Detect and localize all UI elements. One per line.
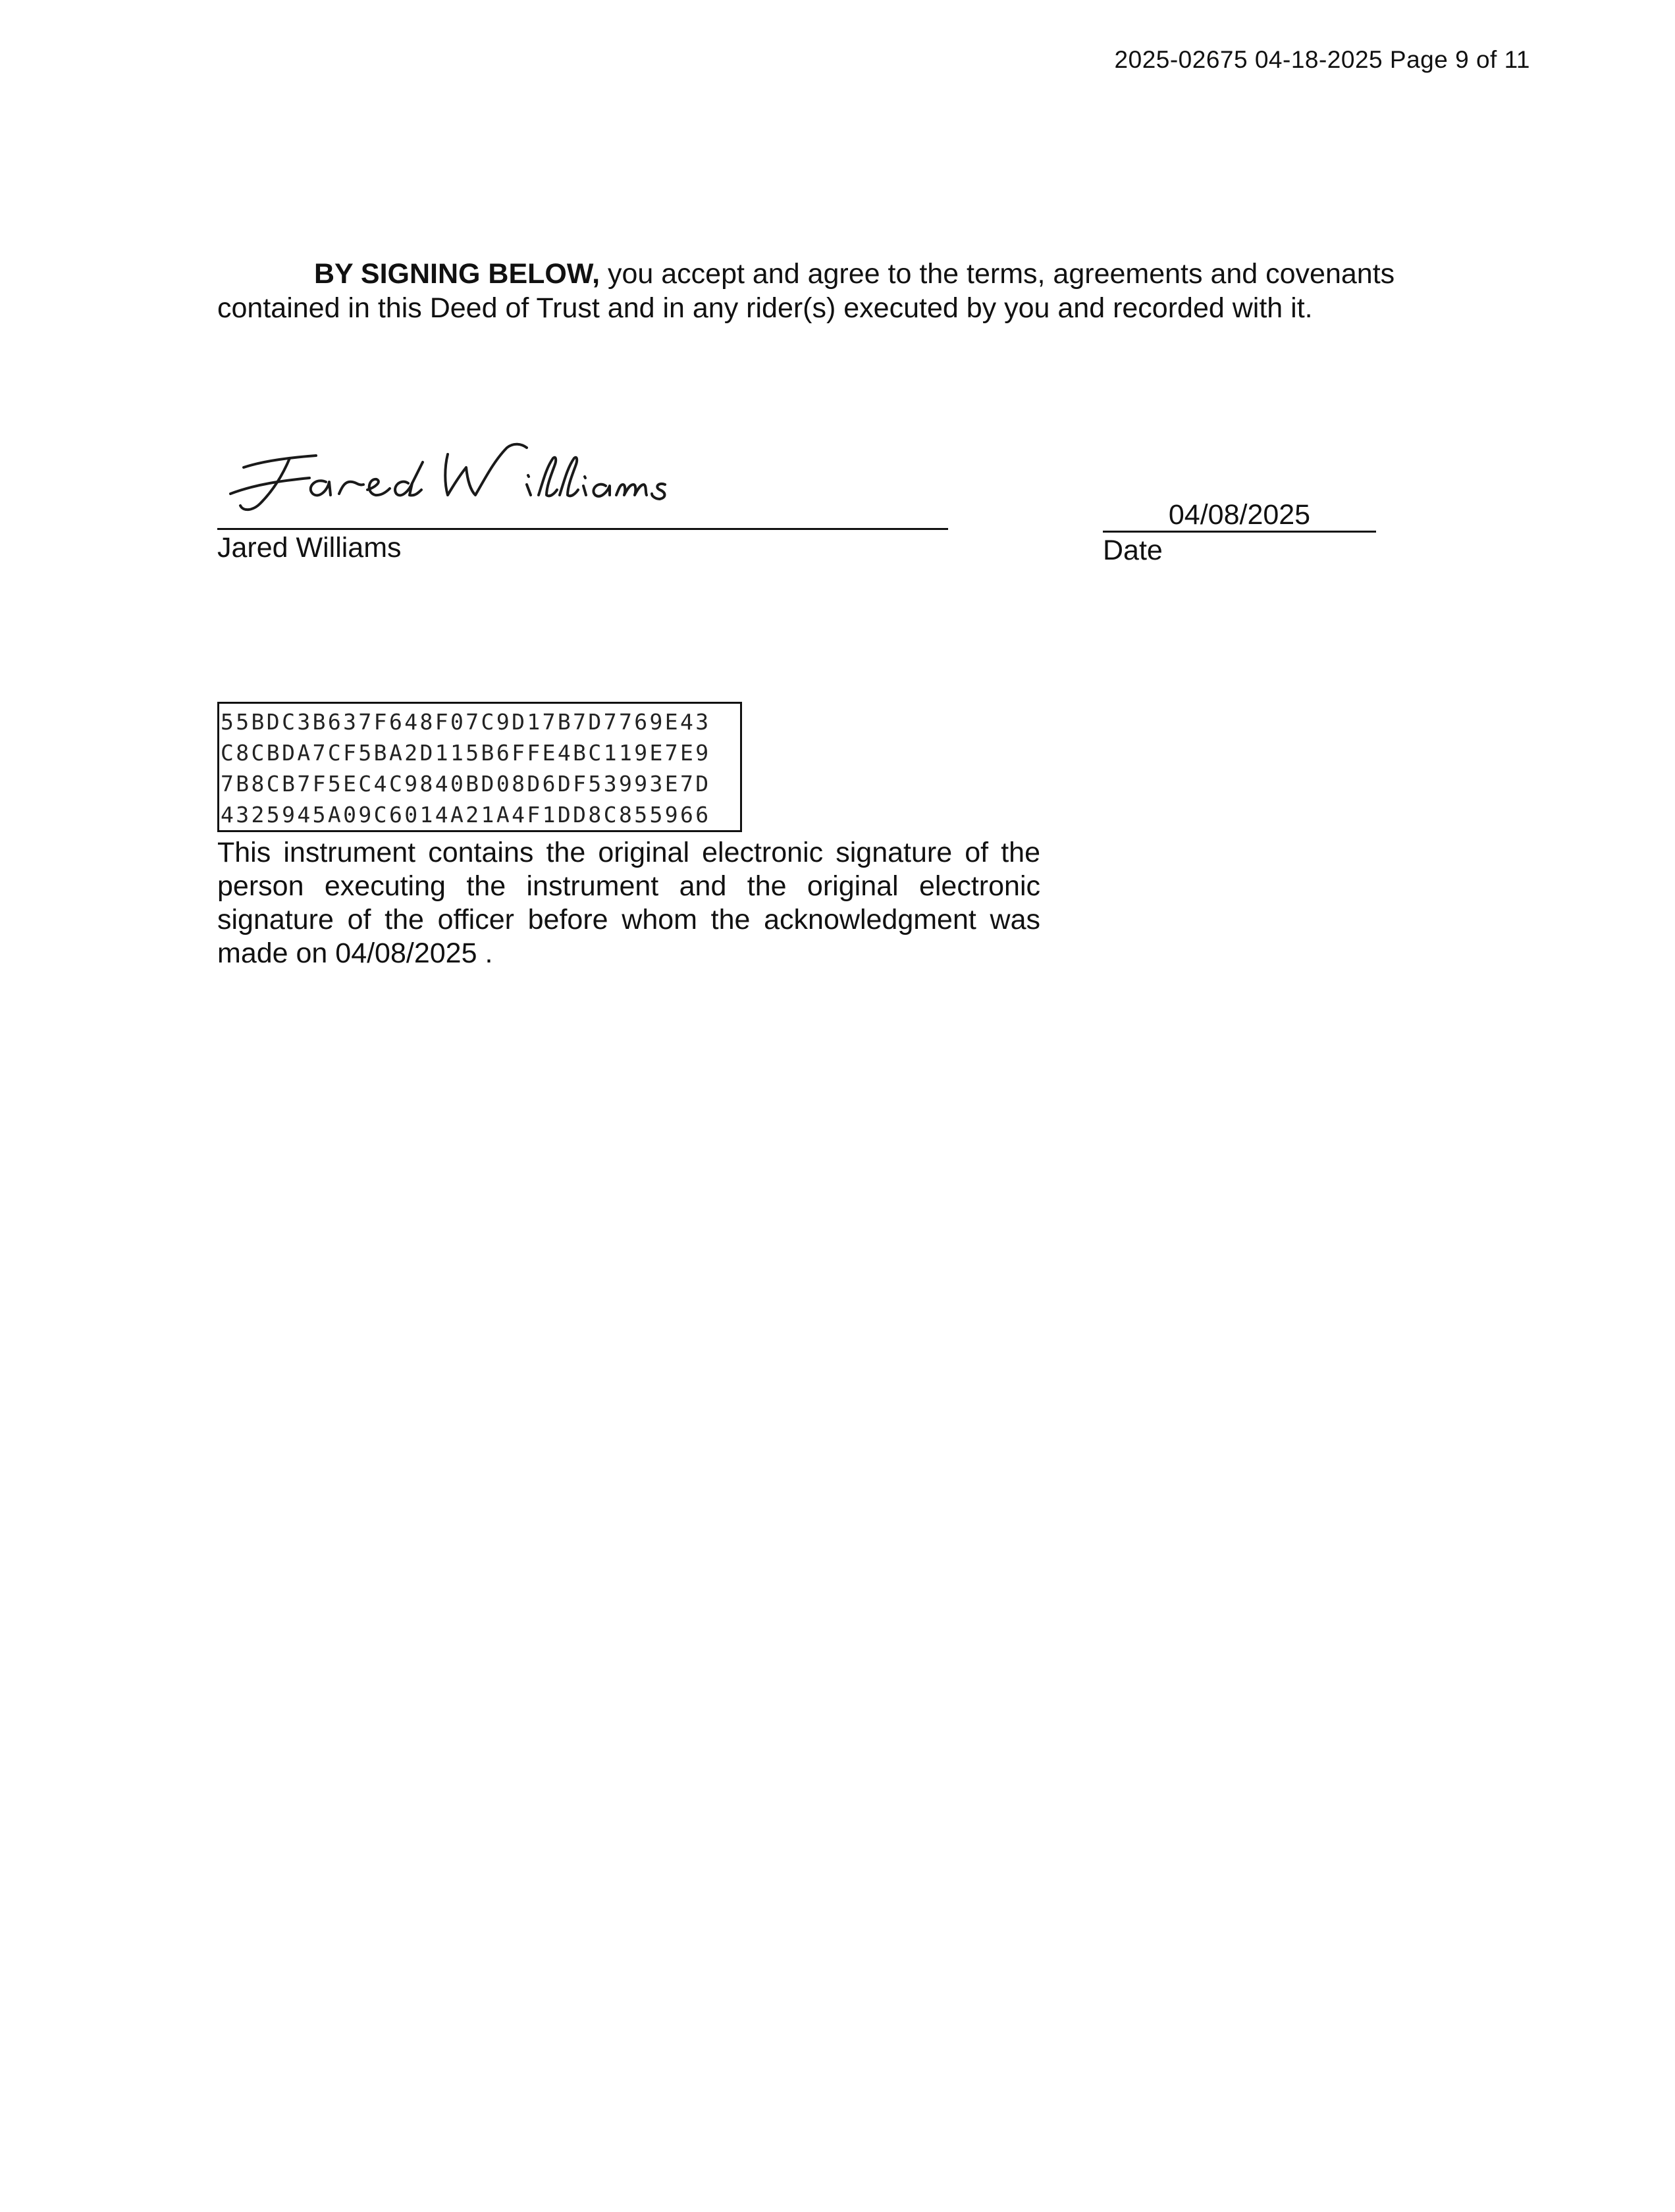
signing-statement-lead: BY SIGNING BELOW, — [314, 258, 600, 290]
recording-stamp: 2025-02675 04-18-2025 Page 9 of 11 — [1114, 46, 1530, 73]
signing-statement — [217, 257, 1468, 325]
hash-line: 4325945A09C6014A21A4F1DD8C855966 — [221, 802, 711, 828]
date-label: Date — [1103, 535, 1163, 566]
hash-line: C8CBDA7CF5BA2D115B6FFE4BC119E7E9 — [221, 740, 711, 766]
hash-line: 55BDC3B637F648F07C9D17B7D7769E43 — [221, 709, 711, 735]
document-hash-box — [217, 702, 742, 832]
signer-name: Jared Williams — [217, 532, 402, 564]
signature-date: 04/08/2025 — [1168, 499, 1311, 531]
signing-statement-text: you accept and agree to the terms, agreements and covenants contained in this Deed of Trust and in any rider(s) executed by you and recorded with it. — [217, 258, 1395, 324]
date-line — [1103, 531, 1376, 533]
electronic-signature-notice: This instrument contains the original electronic signature of the person executing the instrument and the original electronic signature of the officer before whom the acknowledgment was made on 04/08/2025 . — [217, 837, 1040, 969]
handwritten-signature — [217, 421, 718, 520]
signature-line — [217, 528, 948, 530]
signature-area — [217, 421, 948, 527]
hash-line: 7B8CB7F5EC4C9840BD08D6DF53993E7D — [221, 771, 711, 797]
